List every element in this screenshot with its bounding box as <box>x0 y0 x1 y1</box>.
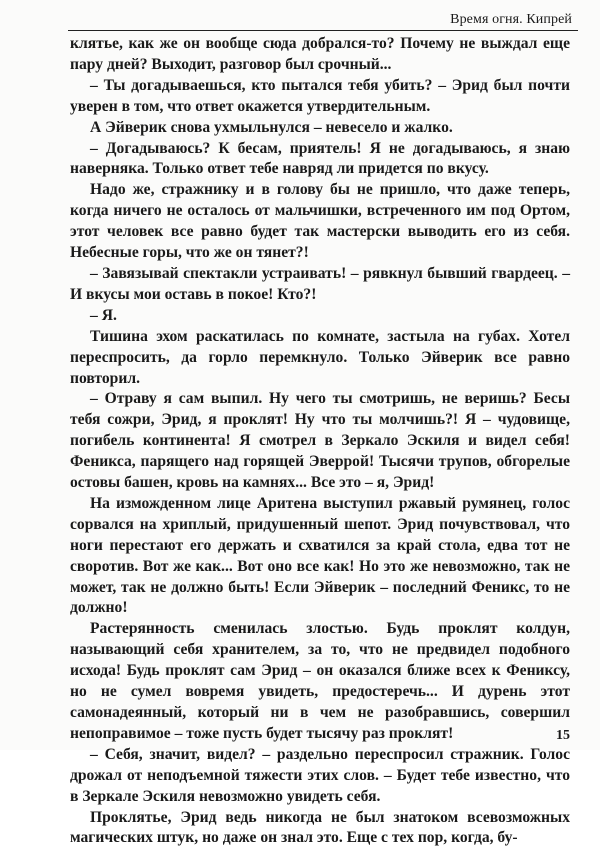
paragraph: Надо же, стражнику и в голову бы не пришло, что даже теперь, когда ничего не осталось от мальчишки, встреченного им под Ортом, этот человек все равно будет так мастерски выводить его из себя. Небесные горы, что же он тянет?! <box>70 181 570 262</box>
paragraph: – Отраву я сам выпил. Ну чего ты смотришь, не веришь? Бесы тебя сожри, Эрид, я проклят! Ну что ты молчишь?! Я – чудовище, погибель континента! Я смотрел в Зеркало Эскиля и видел себя! Феникса, парящего над горящей Эверрой! Тысячи трупов, обгорелые остовы башен, кровь на камнях... Все это – я, Эрид! <box>70 390 570 492</box>
paragraph: клятье, как же он вообще сюда добрался-то? Почему не выждал еще пару дней? Выходит, разговор был срочный... <box>70 35 570 73</box>
header-rule <box>68 30 578 31</box>
page-number: 15 <box>556 728 570 743</box>
paragraph: – Ты догадываешься, кто пытался тебя убить? – Эрид был почти уверен в том, что ответ окажется утвердительным. <box>70 76 570 115</box>
paragraph: Растерянность сменилась злостью. Будь проклят колдун, называющий себя хранителем, за то, что не предвидел подобного исхода! Будь проклят сам Эрид – он оказался ближе всех к Фениксу, но не сумел вовремя увидеть, предостеречь... И дурень этот самонадеянный, который ни в чем не разобравшись, совершил непоправимое – тоже пусть будет тысячу раз проклят! <box>70 620 570 742</box>
paragraph: Проклятье, Эрид ведь никогда не был знатоком всевозможных магических штук, но даже он знал это. Еще с тех пор, когда, бу- <box>70 808 570 847</box>
paragraph: Тишина эхом раскатилась по комнате, застыла на губах. Хотел переспросить, да горло перемкнуло. Только Эйверик все равно повторил. <box>70 327 570 387</box>
paragraph: – Догадываюсь? К бесам, приятель! Я не догадываюсь, я знаю наверняка. Только ответ тебе навряд ли придется по вкусу. <box>70 139 570 178</box>
paragraph: На изможденном лице Аритена выступил ржавый румянец, голос сорвался на хриплый, придушенный шепот. Эрид почувствовал, что ноги перестают его держать и схватился за край стола, едва тот не своротив. Вот же как... Вот оно все как! Но это же невозможно, так не может, так не должно быть! Если Эйверик – последний Феникс, то не должно! <box>70 494 570 617</box>
body-text <box>70 34 570 849</box>
paragraph: А Эйверик снова ухмыльнулся – невесело и жалко. <box>90 118 453 136</box>
paragraph: – Завязывай спектакли устраивать! – рявкнул бывший гвардеец. – И вкусы мои оставь в покое! Кто?! <box>70 264 570 303</box>
paragraph: – Я. <box>90 306 117 324</box>
paragraph: – Себя, значит, видел? – раздельно переспросил стражник. Голос дрожал от неподъемной тяжести этих слов. – Будет тебе известно, что в Зеркале Эскиля невозможно увидеть себя. <box>70 745 570 805</box>
running-head: Время огня. Кипрей <box>450 12 572 27</box>
